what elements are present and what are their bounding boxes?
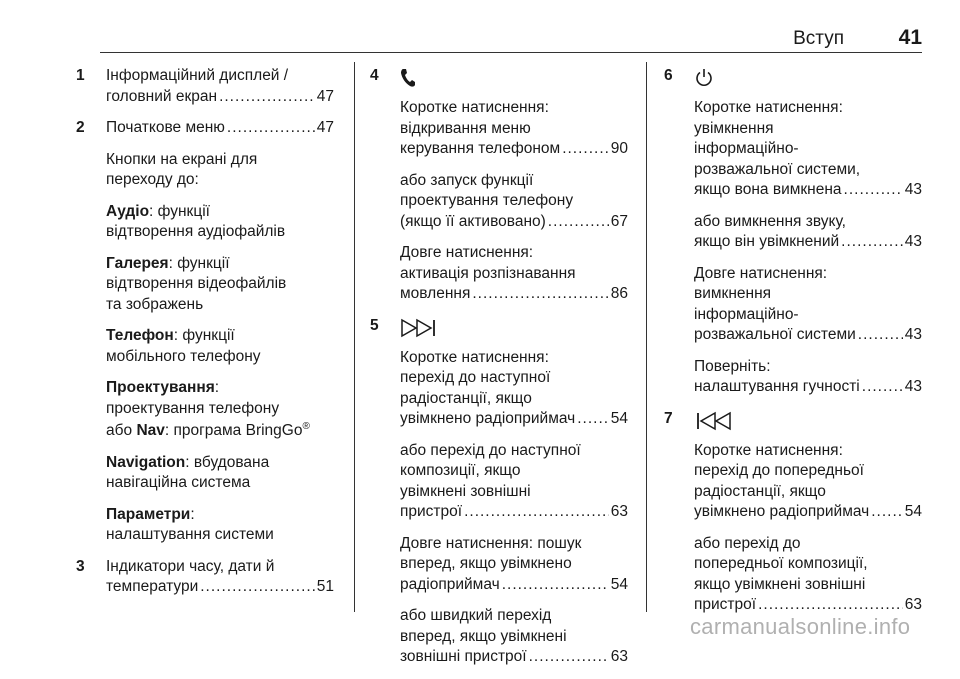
leader-dots — [219, 87, 315, 108]
leader-dots — [858, 325, 903, 346]
entry-text: розважальної системи — [694, 326, 856, 343]
page-ref-link[interactable]: 54 — [610, 575, 628, 593]
entry-text: Коротке натиснення: — [400, 348, 549, 366]
entry-text: пристрої — [694, 596, 757, 613]
entry-text: навігаційна система — [106, 474, 251, 491]
entry-text: або запуск функції — [400, 171, 534, 189]
page-ref-link[interactable]: 63 — [610, 648, 628, 665]
entry-text: головний екран — [106, 87, 218, 105]
entry-text: радіостанції, якщо — [400, 389, 532, 407]
entry-text: Індикатори часу, дати й — [106, 557, 275, 575]
entry-text: мовлення — [400, 285, 471, 302]
entry-text: відтворення відеофайлів — [106, 275, 287, 292]
entry-text: вперед, якщо увімкнено — [400, 555, 572, 572]
page-number: 41 — [898, 26, 922, 49]
entry-text: : функції — [168, 254, 230, 272]
entry-text: якщо вона вимкнена — [694, 181, 842, 198]
leader-dots — [548, 212, 609, 233]
entry-text: увімкнено радіоприймач — [400, 410, 576, 427]
power-icon — [694, 68, 714, 88]
entry-text: радіоприймач — [400, 575, 500, 593]
entry-text: увімкнені зовнішні — [400, 482, 531, 500]
entry-text: переходу до: — [106, 171, 199, 188]
leader-dots — [841, 232, 903, 253]
page-ref-link[interactable]: 54 — [904, 503, 922, 520]
entry-text: керування телефоном — [400, 140, 561, 157]
entry-text: : — [214, 379, 220, 396]
entry-text: якщо він увімкнений — [694, 233, 840, 250]
entry-text: та зображень — [106, 295, 204, 313]
entry-text: проектування телефону — [400, 192, 574, 209]
entry-text: розважальної системи, — [694, 160, 861, 178]
entry-text: Довге натиснення: — [400, 244, 534, 261]
entry-text: або — [106, 422, 137, 439]
entry-number: 1 — [76, 67, 85, 84]
entry-number: 7 — [664, 409, 673, 427]
page-ref-link[interactable]: 54 — [610, 410, 628, 427]
entry-text: : вбудована — [185, 453, 270, 471]
leader-dots — [529, 647, 609, 668]
entry-number: 4 — [370, 67, 379, 84]
page-ref-link[interactable]: 43 — [904, 181, 922, 198]
page-ref-link[interactable]: 90 — [610, 140, 628, 157]
entry-text: Довге натиснення: пошук — [400, 534, 582, 552]
entry-text: попередньої композиції, — [694, 555, 868, 572]
entry-3 — [76, 557, 334, 598]
term-gallery: Галерея — [106, 254, 169, 272]
entry-number: 3 — [76, 557, 85, 575]
entry-5 — [370, 316, 628, 668]
entry-text: налаштування гучності — [694, 378, 860, 395]
entry-text: увімкнення — [694, 119, 774, 137]
column-divider-1 — [354, 62, 355, 612]
entry-number: 2 — [76, 119, 85, 136]
leader-dots — [844, 180, 903, 201]
entry-text: Кнопки на екрані для — [106, 150, 258, 168]
term-projection: Проектування — [106, 379, 215, 396]
entry-4 — [370, 66, 628, 305]
entry-text: відкривання меню — [400, 119, 531, 137]
page-ref-link[interactable]: 67 — [610, 212, 628, 230]
page-ref-link[interactable]: 43 — [904, 233, 922, 250]
entry-text: вимкнення — [694, 285, 772, 302]
entry-text: або швидкий перехід — [400, 607, 552, 624]
section-title: Вступ — [793, 28, 844, 49]
page-ref-link[interactable]: 47 — [316, 119, 334, 136]
term-settings: Параметри — [106, 505, 191, 523]
entry-text: перехід до наступної — [400, 369, 551, 386]
header-divider — [100, 52, 922, 53]
entry-text: пристрої — [400, 503, 463, 520]
entry-text: мобільного телефону — [106, 347, 261, 365]
term-audio: Аудіо — [106, 202, 150, 220]
next-track-icon — [400, 318, 440, 338]
entry-text: налаштування системи — [106, 526, 274, 543]
entry-text: Початкове меню — [106, 119, 225, 136]
leader-dots — [200, 577, 315, 598]
entry-text: вперед, якщо увімкнені — [400, 627, 567, 645]
term-phone: Телефон — [106, 327, 174, 344]
entry-7 — [664, 409, 922, 616]
watermark: carmanualsonline.info — [690, 614, 911, 639]
page-header — [100, 24, 922, 48]
page-ref-link[interactable]: 51 — [316, 578, 334, 595]
entry-text: інформаційно- — [694, 305, 799, 323]
entry-text: Коротке натиснення: — [694, 99, 843, 116]
term-nav: Nav — [136, 422, 165, 439]
page-ref-link[interactable]: 63 — [610, 503, 628, 520]
entry-text: Довге натиснення: — [694, 264, 828, 282]
entry-text: : програма BringGo — [164, 422, 303, 439]
column-2 — [370, 66, 628, 679]
page-ref-link[interactable]: 63 — [904, 596, 922, 613]
previous-track-icon — [694, 411, 734, 431]
entry-text: якщо увімкнені зовнішні — [694, 575, 866, 593]
entry-2 — [76, 118, 334, 546]
leader-dots — [862, 377, 903, 398]
entry-text: : функції — [173, 327, 235, 344]
page-ref-link[interactable]: 47 — [316, 87, 334, 105]
entry-text: температури — [106, 578, 199, 595]
entry-text: або вимкнення звуку, — [694, 212, 846, 230]
entry-text: (якщо її активовано) — [400, 212, 546, 230]
entry-text: радіостанції, якщо — [694, 482, 826, 500]
leader-dots — [871, 502, 903, 523]
entry-text: Інформаційний дисплей / — [106, 67, 289, 84]
term-navigation: Navigation — [106, 453, 186, 471]
entry-text: Поверніть: — [694, 357, 771, 375]
entry-text: відтворення аудіофайлів — [106, 223, 286, 240]
entry-text: або перехід до наступної — [400, 441, 581, 459]
entry-text: : функції — [149, 202, 210, 220]
entry-text: Коротке натиснення: — [694, 441, 843, 459]
column-divider-2 — [646, 62, 647, 612]
leader-dots — [758, 595, 903, 616]
entry-text: зовнішні пристрої — [400, 648, 527, 665]
column-3 — [664, 66, 922, 627]
entry-text: композиції, якщо — [400, 462, 521, 479]
entry-number: 5 — [370, 316, 379, 334]
entry-text: інформаційно- — [694, 140, 799, 157]
entry-text: увімкнено радіоприймач — [694, 503, 870, 520]
entry-6 — [664, 66, 922, 398]
entry-text: активація розпізнавання — [400, 264, 576, 282]
entry-number: 6 — [664, 67, 673, 84]
phone-icon — [400, 68, 416, 88]
leader-dots — [562, 139, 609, 160]
page-ref-link[interactable]: 43 — [904, 378, 922, 395]
leader-dots — [472, 284, 608, 305]
entry-text: : — [190, 505, 195, 523]
leader-dots — [577, 409, 609, 430]
entry-text: Коротке натиснення: — [400, 99, 549, 116]
page-ref-link[interactable]: 86 — [610, 285, 628, 302]
leader-dots — [464, 502, 609, 523]
registered-mark: ® — [302, 420, 310, 432]
leader-dots — [227, 118, 315, 139]
entry-text: або перехід до — [694, 534, 801, 552]
entry-text: проектування телефону — [106, 399, 280, 417]
column-1 — [76, 66, 334, 609]
entry-1 — [76, 66, 334, 107]
leader-dots — [502, 575, 609, 596]
entry-text: перехід до попередньої — [694, 462, 864, 479]
page-ref-link[interactable]: 43 — [904, 326, 922, 343]
